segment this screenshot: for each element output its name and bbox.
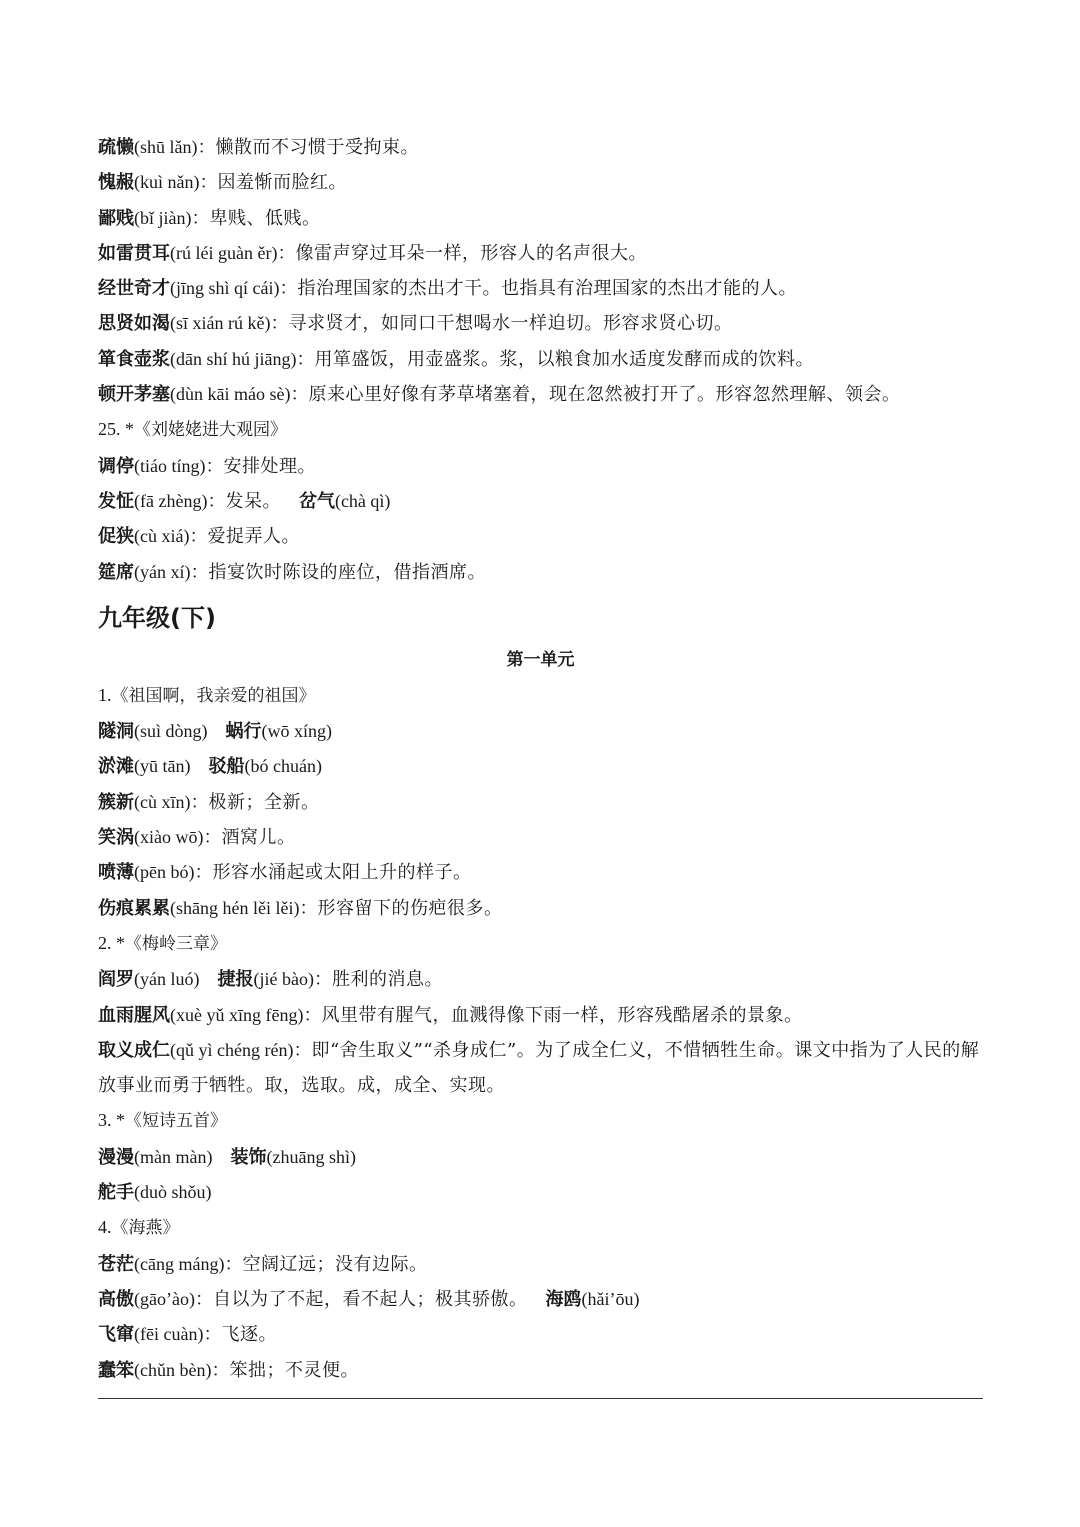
entry-term: 血雨腥风	[98, 1004, 170, 1026]
entry-definition: 笨拙；不灵便。	[229, 1359, 359, 1381]
vocab-entry	[98, 555, 983, 590]
entry-pinyin: (fēi cuàn)：	[134, 1324, 222, 1345]
entry-definition: 飞逐。	[221, 1324, 277, 1346]
entry-pinyin: (dān shí hú jiāng)：	[170, 348, 315, 369]
vocab-entry	[98, 1140, 983, 1175]
entry-term: 海鸥	[545, 1288, 582, 1310]
entry-definition: 形容留下的伤疤很多。	[317, 897, 503, 919]
entry-pinyin: (fā zhèng)：	[134, 490, 226, 511]
entry-pinyin: (cù xīn)：	[134, 791, 209, 812]
lesson-title: 《海燕》	[111, 1218, 180, 1239]
entry-pinyin: (pēn bó)：	[134, 862, 213, 883]
entry-definition: 安排处理。	[223, 455, 316, 477]
vocab-entry	[98, 749, 983, 784]
entry-pinyin: (cù xiá)：	[134, 526, 208, 547]
entry-term: 促狭	[98, 526, 134, 548]
vocab-entry	[98, 165, 983, 200]
entry-term: 鄙贱	[98, 207, 134, 229]
lesson-title: 《梅岭三章》	[125, 933, 227, 954]
entry-term: 疏懒	[98, 137, 134, 158]
entry-term: 如雷贯耳	[98, 242, 170, 264]
entry-term: 驳船	[208, 756, 245, 778]
vocab-entry	[98, 998, 983, 1033]
entry-definition: 胜利的消息。	[331, 969, 443, 991]
entry-term: 筵席	[98, 561, 134, 583]
entry-term: 舵手	[98, 1182, 134, 1204]
entry-pinyin: (màn màn)	[134, 1146, 213, 1167]
vocab-entry	[98, 236, 983, 271]
entry-definition: 指治理国家的杰出才干。也指具有治理国家的杰出才能的人。	[297, 278, 797, 300]
entry-pinyin: (yán luó)	[134, 969, 200, 990]
entry-term: 捷报	[217, 969, 254, 991]
entry-term: 发怔	[98, 490, 134, 512]
grade-heading: 九年级(下)	[98, 603, 216, 632]
entry-pinyin: (xiào wō)：	[134, 827, 222, 848]
vocab-entry	[98, 1033, 983, 1104]
vocab-entry	[98, 306, 983, 341]
entry-definition: 空阔辽远；没有边际。	[242, 1253, 428, 1275]
entry-definition: 懒散而不习惯于受拘束。	[215, 137, 419, 158]
entry-term: 思贤如渴	[98, 313, 170, 335]
entry-pinyin: (sī xián rú kě)：	[170, 313, 289, 334]
entry-term: 飞窜	[98, 1324, 134, 1346]
entry-pinyin: (duò shǒu)	[134, 1182, 212, 1203]
entry-term: 经世奇才	[98, 278, 170, 300]
entry-definition: 寻求贤才，如同口干想喝水一样迫切。形容求贤心切。	[288, 313, 733, 335]
entry-term: 愧赧	[98, 172, 134, 194]
entry-pinyin: (bǐ jiàn)：	[134, 207, 210, 228]
entry-pinyin: (jīng shì qí cái)：	[170, 278, 298, 299]
entry-term: 喷薄	[98, 862, 134, 884]
entry-term: 淤滩	[98, 756, 134, 778]
entry-pinyin: (yán xí)：	[134, 561, 209, 582]
entry-definition: 用箪盛饭，用壶盛浆。浆，以粮食加水适度发酵而成的饮料。	[314, 348, 814, 370]
entry-definition: 发呆。	[225, 490, 281, 512]
lesson-number: 3. *	[98, 1110, 125, 1131]
entry-term: 蠢笨	[98, 1359, 134, 1381]
vocab-entry	[98, 1175, 983, 1210]
lesson-heading	[98, 412, 983, 448]
entry-definition: 指宴饮时陈设的座位，借指酒席。	[208, 561, 486, 583]
vocab-entry	[98, 377, 983, 412]
entry-pinyin: (cāng máng)：	[134, 1253, 243, 1274]
entry-term: 顿开茅塞	[98, 384, 170, 406]
lesson-title: 《短诗五首》	[125, 1111, 227, 1132]
lesson-number: 25. *	[98, 419, 134, 440]
entry-term: 装饰	[230, 1146, 267, 1168]
lesson-number: 4.	[98, 1217, 112, 1238]
entry-definition: 形容水涌起或太阳上升的样子。	[212, 862, 472, 884]
entry-term: 箪食壶浆	[98, 348, 170, 370]
entry-definition: 风里带有腥气，血溅得像下雨一样，形容残酷屠杀的景象。	[321, 1004, 803, 1026]
entry-term: 调停	[98, 455, 134, 477]
entry-pinyin: (gāo’ào)：	[134, 1288, 213, 1309]
vocab-entry	[98, 1317, 983, 1352]
vocab-entry	[98, 785, 983, 820]
entry-pinyin: (wō xíng)	[261, 721, 332, 742]
entry-pinyin: (yū tān)	[134, 756, 191, 777]
vocab-entry	[98, 271, 983, 306]
entry-definition: 酒窝儿。	[221, 827, 296, 849]
lesson-title: 《祖国啊，我亲爱的祖国》	[111, 685, 316, 706]
entry-term: 漫漫	[98, 1146, 134, 1168]
vocab-entry	[98, 1353, 983, 1388]
entry-term: 取义成仁	[98, 1039, 170, 1061]
vocab-entry	[98, 891, 983, 926]
lesson-title: 《刘姥姥进大观园》	[134, 420, 287, 441]
entry-definition: 卑贱、低贱。	[209, 207, 321, 229]
entry-pinyin: (zhuāng shì)	[266, 1146, 356, 1167]
entry-pinyin: (rú léi guàn ěr)：	[170, 242, 296, 263]
vocab-entry	[98, 201, 983, 236]
entry-pinyin: (suì dòng)	[134, 721, 208, 742]
vocab-entry	[98, 1282, 983, 1317]
vocab-entry	[98, 855, 983, 890]
entry-term: 阎罗	[98, 969, 134, 991]
entry-definition: 像雷声穿过耳朵一样，形容人的名声很大。	[295, 242, 647, 264]
entry-definition: 自以为了不起，看不起人；极其骄傲。	[212, 1288, 528, 1310]
entry-pinyin: (tiáo tíng)：	[134, 455, 224, 476]
entry-definition: 即“舍生取义”“杀身成仁”。为了成全仁义，不惜牺牲生命。课文中指为了人民的解放事业而勇于牺牲。取，选取。成，成全、实现。	[98, 1039, 980, 1097]
vocab-entry	[98, 484, 983, 519]
entry-pinyin: (xuè yǔ xīng fēng)：	[170, 1004, 322, 1025]
entry-pinyin: (chǔn bèn)：	[134, 1359, 230, 1380]
entry-pinyin: (chà qì)	[334, 490, 391, 511]
entry-definition: 因羞惭而脸红。	[217, 172, 347, 194]
entry-term: 苍茫	[98, 1253, 134, 1275]
lesson-heading	[98, 678, 983, 714]
lesson-number: 1.	[98, 684, 112, 705]
vocab-entry	[98, 449, 983, 484]
vocab-entry	[98, 130, 983, 165]
entry-pinyin: (shāng hén lěi lěi)：	[170, 897, 318, 918]
entry-pinyin: (hǎi’ōu)	[581, 1288, 640, 1309]
vocab-entry	[98, 519, 983, 554]
entry-pinyin: (shū lǎn)：	[134, 137, 216, 157]
vocab-entry	[98, 820, 983, 855]
lesson-heading	[98, 1210, 983, 1246]
entry-term: 伤痕累累	[98, 897, 170, 919]
entry-term: 蜗行	[225, 721, 262, 743]
lesson-number: 2. *	[98, 932, 125, 953]
entry-term: 簇新	[98, 791, 134, 813]
entry-pinyin: (kuì nǎn)：	[134, 172, 218, 193]
entry-term: 笑涡	[98, 827, 134, 849]
vocab-entry	[98, 342, 983, 377]
unit-heading: 第一单元	[506, 649, 575, 670]
vocab-entry	[98, 714, 983, 749]
footer-divider	[98, 1398, 983, 1399]
entry-term: 岔气	[298, 490, 335, 512]
document-page	[98, 130, 983, 1388]
entry-pinyin: (jié bào)：	[253, 969, 332, 990]
entry-pinyin: (bó chuán)	[244, 756, 322, 777]
entry-pinyin: (dùn kāi máo sè)：	[170, 384, 309, 405]
vocab-entry	[98, 1247, 983, 1282]
vocab-entry	[98, 962, 983, 997]
entry-definition: 极新；全新。	[208, 791, 320, 813]
lesson-heading	[98, 1103, 983, 1139]
entry-definition: 原来心里好像有茅草堵塞着，现在忽然被打开了。形容忽然理解、领会。	[308, 384, 901, 406]
entry-pinyin: (qǔ yì chéng rén)：	[170, 1039, 312, 1060]
entry-definition: 爱捉弄人。	[207, 526, 300, 548]
entry-term: 隧洞	[98, 721, 134, 743]
entry-term: 高傲	[98, 1288, 134, 1310]
lesson-heading	[98, 926, 983, 962]
